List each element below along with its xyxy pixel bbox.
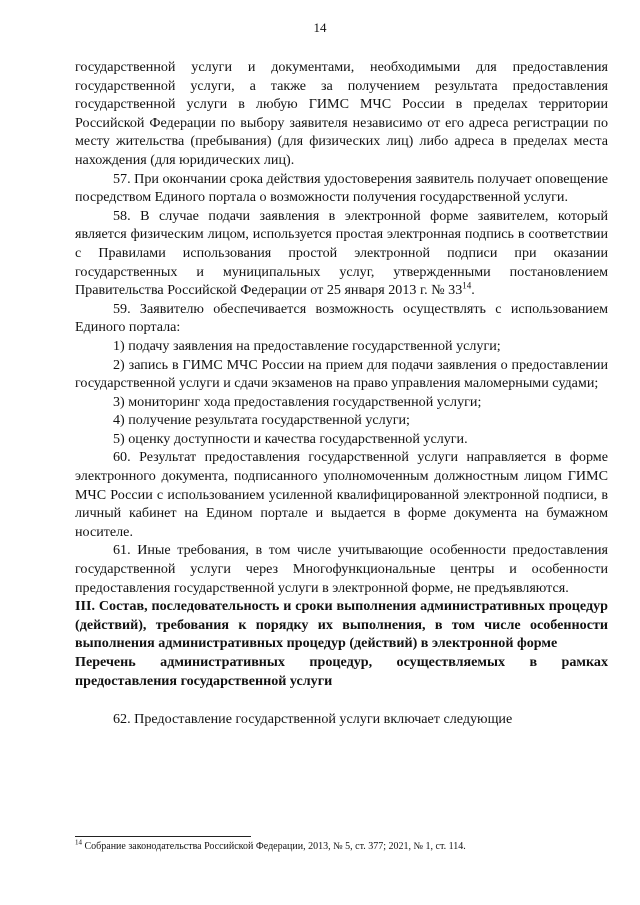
section-3-heading: III. Состав, последовательность и сроки выполнения административных процедур (действий), требования к порядку их выполнения, в том числе особенности выполнения административных процедур (действий) в электронной форме [75,598,608,652]
paragraph-57: 57. При окончании срока действия удостоверения заявитель получает оповещение посредством Единого портала о возможности получения государственной услуги. [75,170,608,206]
paragraph-58-text: 58. В случае подачи заявления в электронной форме заявителем, который является физическим лицом, используется простая электронная подпись в соответствии с Правилами использования простой электронной подписи при оказании государственных и муниципальных услуг, утвержденными постановлением Правительства Российской Федерации от 25 января 2013 г. № 33 [75,207,608,299]
paragraph-59-item-1: 1) подачу заявления на предоставление государственной услуги; [113,337,501,354]
paragraph-59-item-2: 2) запись в ГИМС МЧС России на прием для подачи заявления о предоставлении государственной услуги и сдачи экзаменов на право управления маломерными судами; [75,356,608,392]
footnote-divider [75,836,251,837]
footnote-reference-14[interactable]: 14 [462,280,472,291]
paragraph-59-item-5: 5) оценку доступности и качества государственной услуги. [113,430,468,447]
page-number: 14 [313,20,327,35]
subsection-heading: Перечень административных процедур, осуществляемых в рамках предоставления государственной услуги [75,654,608,689]
footnote-number: 14 [75,838,82,847]
paragraph-60: 60. Результат предоставления государственной услуги направляется в форме электронного документа, подписанного уполномоченным должностным лицом ГИМС МЧС России с использованием усиленной квалифицированной электронной подписи, в личный кабинет на Едином портале и выдается в форме документа на бумажном носителе. [75,449,608,540]
paragraph-62: 62. Предоставление государственной услуги включает следующие [113,711,513,728]
footnote-text: Собрание законодательства Российской Федерации, 2013, № 5, ст. 377; 2021, № 1, ст. 114. [82,841,466,852]
paragraph-59-item-3: 3) мониторинг хода предоставления государственной услуги; [113,393,482,410]
paragraph-continuation: государственной услуги и документами, необходимыми для предоставления государственной услуги, а также за получением результата предоставления государственной услуги в любую ГИМС МЧС России в пределах территории Российской Федерации по выбору заявителя независимо от его адреса регистрации по месту жительства (пребывания) (для физических лиц) либо адреса в пределах места нахождения (для юридических лиц). [75,59,608,168]
paragraph-59: 59. Заявителю обеспечивается возможность осуществлять с использованием Единого портала: [75,300,608,336]
paragraph-58 [75,207,608,300]
document-body [75,58,608,729]
paragraph-58-end: . [471,282,475,299]
paragraph-59-item-4: 4) получение результата государственной услуги; [113,412,410,429]
footnote-14 [75,838,608,853]
paragraph-61: 61. Иные требования, в том числе учитывающие особенности предоставления государственной услуги через Многофункциональные центры и особенности предоставления государственной услуги в электронной форме, не предъявляются. [75,542,608,596]
